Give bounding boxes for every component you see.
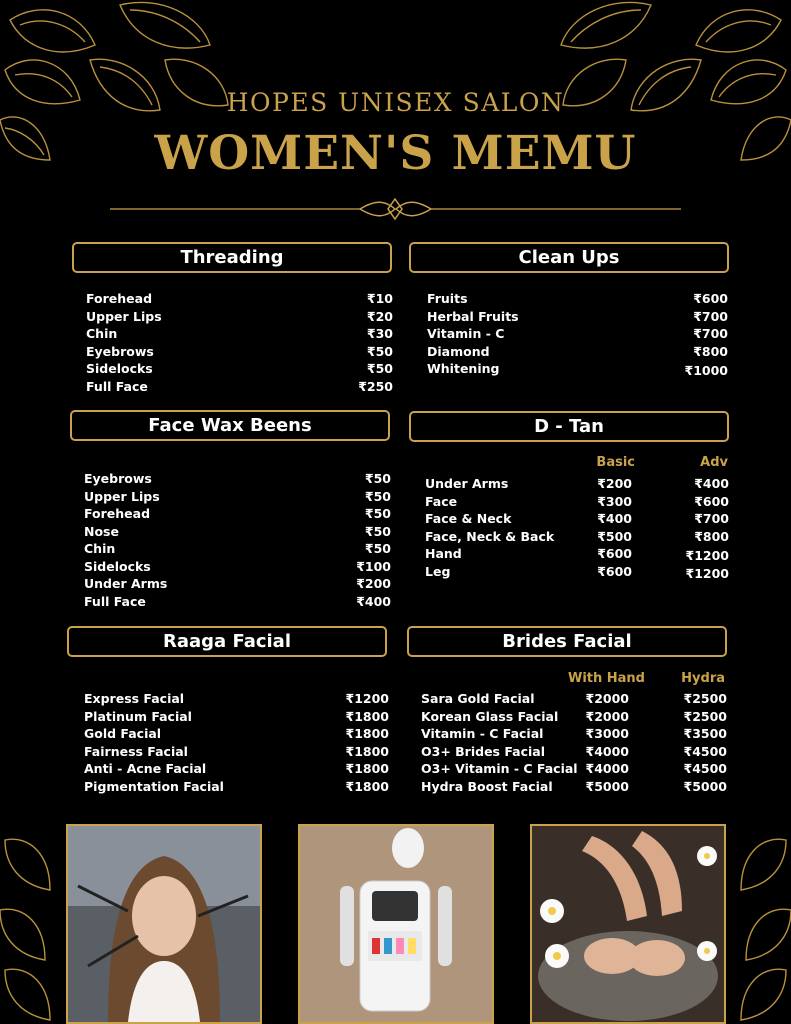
menu-item-price: ₹1200: [685, 566, 729, 581]
menu-item-name: Forehead: [86, 291, 153, 306]
menu-item-price: ₹700: [693, 326, 728, 341]
menu-item-price: ₹500: [597, 529, 632, 544]
salon-name: HOPES UNISEX SALON: [226, 88, 565, 117]
menu-item-name: Hand: [425, 546, 462, 561]
menu-item-price: ₹700: [694, 511, 729, 526]
column-header-basic: Basic: [596, 455, 635, 470]
menu-item-name: Gold Facial: [84, 726, 162, 741]
menu-item-name: Full Face: [84, 593, 146, 609]
menu-item-price: ₹50: [364, 523, 391, 539]
menu-item-price: ₹200: [597, 476, 632, 491]
menu-item-price: ₹4000: [585, 743, 629, 759]
menu-item-price: ₹50: [364, 471, 391, 486]
menu-item-price: ₹20: [366, 308, 393, 324]
menu-item-name: Vitamin - C: [427, 326, 505, 341]
leaf-decoration-bottom-right: [726, 820, 791, 1024]
menu-item-name: Eyebrows: [84, 471, 152, 486]
menu-item-name: Face, Neck & Back: [425, 529, 555, 544]
facial-machine-photo: [298, 824, 494, 1024]
menu-item-name: Fairness Facial: [84, 743, 188, 759]
menu-item-name: Vitamin - C Facial: [421, 726, 544, 741]
menu-item-price: ₹2000: [585, 691, 629, 706]
leaf-decoration-bottom-left: [0, 820, 70, 1024]
menu-item-name: Herbal Fruits: [427, 308, 519, 324]
section-title-threading: Threading: [72, 242, 392, 273]
menu-item-price: ₹250: [358, 378, 393, 394]
section-title-cleanups: Clean Ups: [409, 242, 729, 273]
menu-item-name: Face & Neck: [425, 511, 512, 526]
column-header-with-hand: With Hand: [567, 671, 645, 686]
menu-item-name: Upper Lips: [86, 308, 162, 324]
menu-item-price: ₹300: [597, 494, 632, 509]
menu-item-price: ₹5000: [683, 778, 727, 794]
menu-item-name: Sidelocks: [84, 558, 151, 574]
menu-item-price: ₹50: [364, 506, 391, 521]
menu-item-price: ₹4500: [683, 743, 727, 759]
menu-item-name: Upper Lips: [84, 488, 160, 504]
menu-item-name: Korean Glass Facial: [421, 708, 559, 724]
menu-item-name: Nose: [84, 523, 119, 539]
menu-item-name: Chin: [84, 541, 116, 556]
menu-item-price: ₹600: [597, 564, 632, 579]
menu-item-name: Pigmentation Facial: [84, 778, 224, 794]
menu-item-name: Eyebrows: [86, 343, 154, 359]
menu-item-name: Sara Gold Facial: [421, 691, 535, 706]
menu-item-price: ₹1800: [345, 761, 389, 776]
menu-item-name: Under Arms: [84, 576, 168, 591]
menu-item-price: ₹4000: [585, 761, 629, 776]
menu-item-price: ₹5000: [585, 778, 629, 794]
menu-item-name: Sidelocks: [86, 361, 153, 376]
pedicure-photo: [530, 824, 726, 1024]
menu-item-price: ₹2000: [585, 708, 629, 724]
menu-item-price: ₹700: [693, 308, 728, 324]
section-title-dtan: D - Tan: [409, 411, 729, 442]
menu-item-price: ₹50: [364, 541, 391, 556]
menu-item-price: ₹50: [366, 343, 393, 359]
menu-item-price: ₹1200: [685, 548, 729, 563]
page-title: WOMEN'S MEMU: [154, 126, 637, 181]
menu-item-price: ₹800: [694, 529, 729, 544]
menu-item-name: Anti - Acne Facial: [84, 761, 207, 776]
menu-item-price: ₹1800: [345, 708, 389, 724]
menu-item-price: ₹1800: [345, 726, 389, 741]
menu-item-name: Face: [425, 494, 458, 509]
section-title-facewax: Face Wax Beens: [70, 410, 390, 441]
menu-item-price: ₹400: [597, 511, 632, 526]
menu-item-price: ₹600: [694, 494, 729, 509]
menu-item-name: Diamond: [427, 343, 490, 359]
menu-item-name: Whitening: [427, 361, 500, 376]
menu-item-price: ₹200: [356, 576, 391, 591]
menu-item-name: Chin: [86, 326, 118, 341]
menu-item-name: Platinum Facial: [84, 708, 192, 724]
menu-item-price: ₹600: [693, 291, 728, 306]
menu-item-price: ₹600: [597, 546, 632, 561]
section-title-brides: Brides Facial: [407, 626, 727, 657]
menu-item-name: O3+ Brides Facial: [421, 743, 545, 759]
menu-item-name: Express Facial: [84, 691, 185, 706]
menu-item-name: Hydra Boost Facial: [421, 778, 553, 794]
column-header-hydra: Hydra: [681, 671, 725, 686]
menu-item-price: ₹50: [366, 361, 393, 376]
menu-item-price: ₹2500: [683, 708, 727, 724]
ornament-divider: [110, 198, 681, 220]
menu-item-price: ₹50: [364, 488, 391, 504]
menu-item-price: ₹100: [356, 558, 391, 574]
column-header-adv: Adv: [700, 455, 728, 470]
menu-item-price: ₹10: [366, 291, 393, 306]
menu-item-name: Leg: [425, 564, 451, 579]
menu-item-price: ₹30: [366, 326, 393, 341]
menu-item-price: ₹1800: [345, 778, 389, 794]
menu-item-price: ₹1800: [345, 743, 389, 759]
woman-makeup-photo: [66, 824, 262, 1024]
menu-item-price: ₹400: [694, 476, 729, 491]
menu-item-price: ₹1200: [345, 691, 389, 706]
menu-item-price: ₹1000: [684, 363, 728, 378]
menu-item-name: Fruits: [427, 291, 468, 306]
menu-item-price: ₹400: [356, 593, 391, 609]
menu-item-name: O3+ Vitamin - C Facial: [421, 761, 578, 776]
menu-item-price: ₹3500: [683, 726, 727, 741]
menu-item-price: ₹3000: [585, 726, 629, 741]
menu-item-price: ₹4500: [683, 761, 727, 776]
menu-item-name: Forehead: [84, 506, 151, 521]
menu-item-name: Under Arms: [425, 476, 509, 491]
menu-item-price: ₹2500: [683, 691, 727, 706]
menu-item-name: Full Face: [86, 378, 148, 394]
section-title-raaga: Raaga Facial: [67, 626, 387, 657]
menu-item-price: ₹800: [693, 343, 728, 359]
